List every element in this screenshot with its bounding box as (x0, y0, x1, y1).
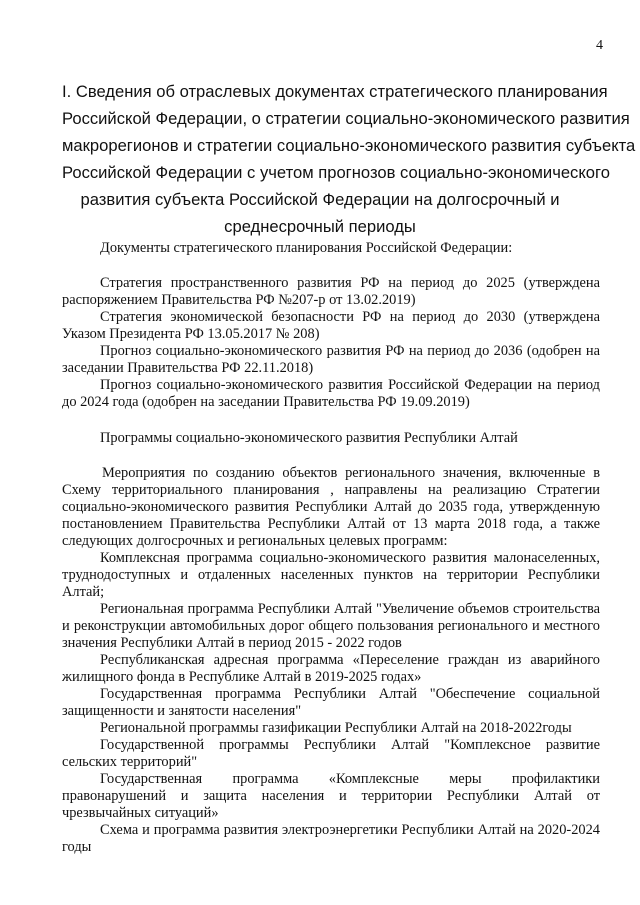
federal-doc-item: Стратегия экономической безопасности РФ на период до 2030 (утверждена Указом Президента РФ 13.05.2017 № 208) (62, 309, 600, 342)
regional-program-item: Комплексная программа социально-экономического развития малонаселенных, труднодоступных и отдаленных населенных пунктов на территории Республики Алтай; (62, 550, 600, 600)
section-title-line: макрорегионов и стратегии социально-экономического развития субъекта (62, 136, 636, 155)
section-title-line: развития субъекта Российской Федерации на долгосрочный и (80, 190, 560, 209)
page-number: 4 (596, 38, 603, 53)
section-title (62, 78, 636, 240)
regional-intro-paragraph: Мероприятия по созданию объектов регионального значения, включенные в Схему территориального планирования , направлены на реализацию Стратегии социально-экономического развития Республики Алтай до 2035 года, утвержденную постановлением Правительства Республики Алтай от 13 марта 2018 года, а также следующих долгосрочных и региональных целевых программ: (62, 465, 600, 549)
regional-program-item: Региональная программа Республики Алтай "Увеличение объемов строительства и реконструкции автомобильных дорог общего пользования регионального и местного значения Республики Алтай в период 2015 - 2022 годов (62, 601, 600, 651)
section-title-line: Российской Федерации, о стратегии социально-экономического развития (62, 109, 630, 128)
section-title-line: Российской Федерации с учетом прогнозов социально-экономического (62, 163, 610, 182)
section-title-line: среднесрочный периоды (224, 217, 416, 236)
regional-program-item: Государственная программа «Комплексные меры профилактики правонарушений и защита населения и территории Республики Алтай от чрезвычайных ситуаций» (62, 771, 600, 821)
regional-programs-heading: Программы социально-экономического развития Республики Алтай (100, 430, 518, 446)
regional-program-item: Государственная программа Республики Алтай "Обеспечение социальной защищенности и занятости населения" (62, 686, 600, 719)
federal-docs-list (62, 275, 600, 411)
regional-program-item: Государственной программы Республики Алтай "Комплексное развитие сельских территорий" (62, 737, 600, 770)
regional-program-item: Региональной программы газификации Республики Алтай на 2018-2022годы (100, 720, 572, 736)
federal-docs-heading: Документы стратегического планирования Российской Федерации: (100, 240, 513, 256)
regional-program-item: Республиканская адресная программа «Переселение граждан из аварийного жилищного фонда в Республике Алтай в 2019-2025 годах» (62, 652, 600, 685)
federal-doc-item: Стратегия пространственного развития РФ на период до 2025 (утверждена распоряжением Правительства РФ №207-р от 13.02.2019) (62, 275, 600, 308)
section-title-line: I. Сведения об отраслевых документах стратегического планирования (62, 82, 608, 101)
federal-doc-item: Прогноз социально-экономического развития Российской Федерации на период до 2024 года (одобрен на заседании Правительства РФ 19.09.2019) (62, 377, 600, 410)
regional-program-item: Схема и программа развития электроэнергетики Республики Алтай на 2020-2024 годы (62, 822, 600, 855)
regional-programs-list (62, 465, 600, 856)
federal-doc-item: Прогноз социально-экономического развития РФ на период до 2036 (одобрен на заседании Правительства РФ 22.11.2018) (62, 343, 600, 376)
